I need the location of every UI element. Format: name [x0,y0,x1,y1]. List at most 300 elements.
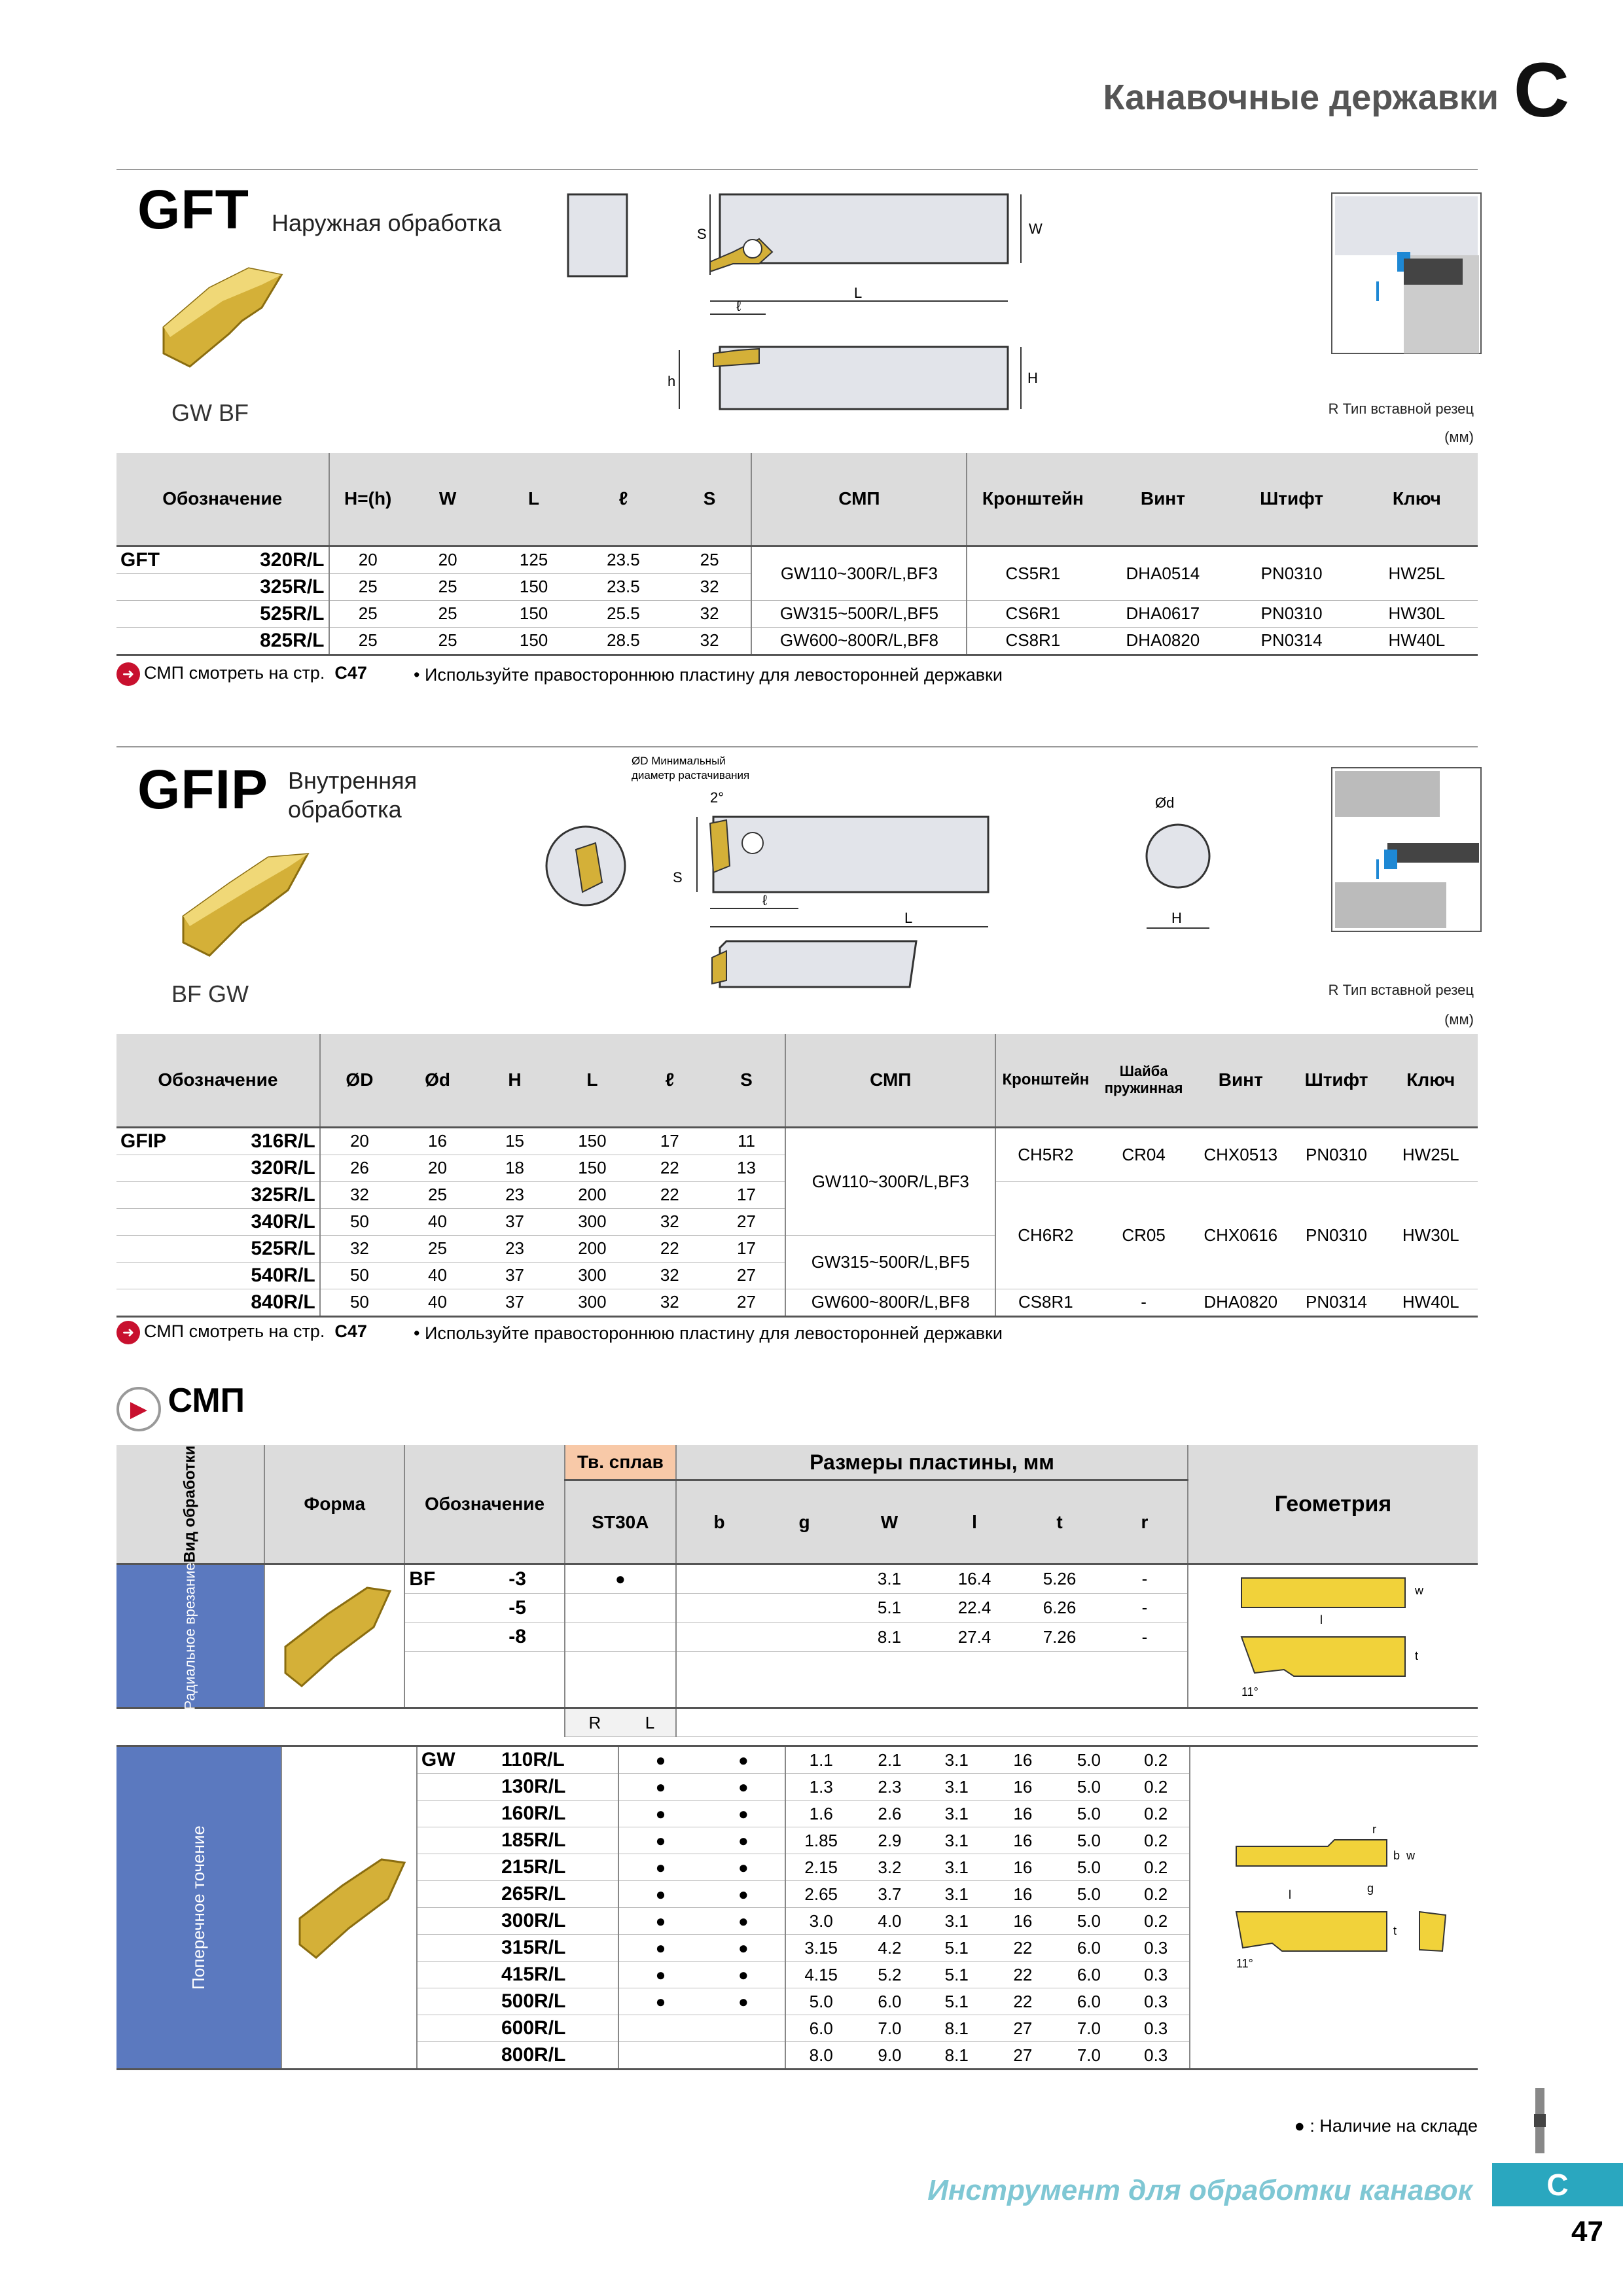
gw-head-R: R [565,1708,624,1737]
bf-cell-r: - [1102,1564,1188,1594]
gft-cell-pin: PN0310 [1227,546,1355,600]
gft-dim-w: W [1029,221,1043,237]
smp-head-mode: Вид обработки [181,1445,199,1563]
bf-cell-t: 6.26 [1017,1594,1102,1623]
gft-cell-smp: GW600~800R/L,BF8 [751,627,967,655]
gfip-cell-D: 26 [320,1155,399,1181]
gfip-cell-L: 150 [553,1127,632,1155]
gw-b: 6.0 [785,2015,856,2042]
gw-code-empty [417,1854,497,1881]
gw-g: 5.2 [856,1962,923,1988]
gw-t: 5.0 [1056,1746,1122,1774]
gft-cell-l: 23.5 [579,546,668,573]
gfip-dim-L: L [904,910,913,926]
bf-geo-t: t [1415,1649,1419,1662]
bf-stock: ● [565,1564,676,1594]
bf-geo-w: w [1415,1584,1423,1597]
section-letter: C [1513,47,1569,134]
gw-model: 300R/L [497,1908,618,1935]
gft-head-key: Ключ [1356,453,1478,546]
smp-head-g: g [762,1480,847,1564]
gw-b: 2.65 [785,1881,856,1908]
gfip-cell-l: 22 [632,1181,708,1208]
gft-cell-L: 150 [489,627,579,655]
gft-code: GFT [137,179,249,240]
smp-head-W: W [847,1480,932,1564]
gw-r: 0.3 [1122,1962,1190,1988]
gw-geo-l: l [1288,1888,1291,1901]
smp-head-sizes: Размеры пластины, мм [676,1445,1188,1480]
gfip-head-H: H [476,1034,553,1127]
smp-head-grade-code: ST30A [565,1480,676,1564]
gfip-rule [116,746,1478,747]
gft-code-cell: GFT [120,548,160,571]
gw-model: 130R/L [497,1774,618,1801]
gw-l: 22 [990,1988,1056,2015]
gw-t: 7.0 [1056,2015,1122,2042]
gw-t: 7.0 [1056,2042,1122,2070]
gfip-model: 540R/L [116,1262,320,1289]
gfip-cell-l: 17 [632,1127,708,1155]
gft-cell-L: 125 [489,546,579,573]
gw-R: ● [618,1881,702,1908]
gfip-model: 525R/L [116,1235,320,1262]
gw-model: 500R/L [497,1988,618,2015]
gw-g: 2.1 [856,1746,923,1774]
gw-spacer [676,1708,1478,1737]
gw-model: 160R/L [497,1801,618,1827]
gfip-cell-L: 150 [553,1155,632,1181]
gw-b: 3.15 [785,1935,856,1962]
smp-head-l: l [932,1480,1017,1564]
gw-b: 1.3 [785,1774,856,1801]
gw-code-empty [417,2042,497,2070]
gw-t: 6.0 [1056,1935,1122,1962]
gw-L: ● [702,1935,785,1962]
gw-b: 1.1 [785,1746,856,1774]
gfip-cell-D: 50 [320,1208,399,1235]
gw-t: 6.0 [1056,1988,1122,2015]
gfip-cell-pin: PN0310 [1289,1127,1384,1181]
gw-l: 16 [990,1908,1056,1935]
bf-form-cell [264,1564,404,1708]
gw-mode-cell [116,1746,281,2070]
smp-head-designation: Обозначение [404,1445,565,1564]
gw-R: ● [618,1988,702,2015]
gfip-head-designation: Обозначение [116,1034,320,1127]
gft-unit: (мм) [1444,429,1474,445]
gfip-cell-smp: GW110~300R/L,BF3 [785,1127,995,1235]
gw-r: 0.2 [1122,1908,1190,1935]
smp-head-grade: Тв. сплав [565,1445,676,1480]
gft-cell-screw: DHA0617 [1098,600,1227,627]
gw-t: 6.0 [1056,1962,1122,1988]
gw-mode: Поперечное точение [188,1825,208,1990]
gw-geo-b: b [1393,1849,1400,1862]
gfip-cell-L: 200 [553,1181,632,1208]
smp-head-geometry: Геометрия [1188,1445,1478,1564]
gw-l: 16 [990,1881,1056,1908]
gw-g: 4.2 [856,1935,923,1962]
gw-code-empty [417,1935,497,1962]
gfip-table [116,1034,1478,1318]
gfip-cell-screw: DHA0820 [1192,1289,1289,1316]
gw-l: 27 [990,2015,1056,2042]
gw-t: 5.0 [1056,1908,1122,1935]
bf-insert-image [276,1575,393,1693]
gw-b: 4.15 [785,1962,856,1988]
gft-head-l: ℓ [579,453,668,546]
gw-b: 8.0 [785,2042,856,2070]
gw-L: ● [702,1908,785,1935]
gft-cell-L: 150 [489,573,579,600]
gw-code-empty [417,1774,497,1801]
gft-note-page: C47 [334,663,367,683]
gfip-cell-L: 300 [553,1208,632,1235]
gft-cell-S: 32 [668,627,751,655]
gw-L [702,2015,785,2042]
gfip-note-see-text: СМП смотреть на стр. [144,1321,325,1342]
gft-cell-W: 25 [406,573,489,600]
gw-l: 27 [990,2042,1056,2070]
gfip-drawing [530,751,1237,1026]
bf-empty [404,1651,505,1708]
gfip-cell-l: 32 [632,1208,708,1235]
gfip-unit: (мм) [1444,1011,1474,1028]
gw-L: ● [702,1854,785,1881]
gw-head-L: L [624,1708,676,1737]
gfip-cell-d: 25 [399,1181,476,1208]
gw-W: 5.1 [923,1988,990,2015]
gft-model: 825R/L [116,627,329,655]
gw-L: ● [702,1881,785,1908]
gw-b: 2.15 [785,1854,856,1881]
bf-geometry-cell [1188,1564,1478,1708]
gft-note-use: • Используйте правостороннюю пластину для левосторонней державки [414,665,1003,685]
gfip-cell-d: 40 [399,1289,476,1316]
gfip-insert-label: BF GW [171,980,249,1007]
gw-L: ● [702,1801,785,1827]
gw-W: 3.1 [923,1801,990,1827]
gfip-cell-d: 16 [399,1127,476,1155]
bf-cell-t: 7.26 [1017,1623,1102,1651]
gfip-min-dia-2: диаметр растачивания [632,769,750,781]
gfip-code-cell: GFIP [120,1130,167,1152]
gfip-cell-S: 27 [708,1262,785,1289]
gw-geo-t: t [1393,1924,1397,1937]
smp-heading [116,1381,245,1431]
section-title: Канавочные державки [1103,78,1499,117]
smp-head-r: r [1102,1480,1188,1564]
bf-stock [565,1594,676,1623]
gw-r: 0.2 [1122,1881,1190,1908]
gft-row-model [116,546,329,573]
gfip-cell-smp: GW600~800R/L,BF8 [785,1289,995,1316]
gfip-model: 316R/L [251,1130,315,1152]
gfip-head-d: Ød [399,1034,476,1127]
gw-model: 185R/L [497,1827,618,1854]
gw-l: 22 [990,1962,1056,1988]
gfip-cell-smp: GW315~500R/L,BF5 [785,1235,995,1289]
gfip-cell-washer: - [1095,1289,1192,1316]
gw-R: ● [618,1746,702,1774]
gfip-cell-D: 20 [320,1127,399,1155]
gfip-row-model [116,1127,320,1155]
gw-t: 5.0 [1056,1774,1122,1801]
gw-t: 5.0 [1056,1801,1122,1827]
gfip-subtitle-2: обработка [288,796,402,823]
gw-W: 3.1 [923,1908,990,1935]
bf-cell-b [676,1564,762,1594]
bf-code-empty [404,1623,505,1651]
gft-cell-smp: GW315~500R/L,BF5 [751,600,967,627]
gfip-head-S: S [708,1034,785,1127]
bf-stock [565,1623,676,1651]
gw-l: 16 [990,1854,1056,1881]
gft-cell-smp: GW110~300R/L,BF3 [751,546,967,600]
gw-b: 3.0 [785,1908,856,1935]
gw-model: 415R/L [497,1962,618,1988]
gw-code-empty [417,1962,497,1988]
footer-title: Инструмент для обработки канавок [927,2174,1472,2206]
gfip-head-D: ØD [320,1034,399,1127]
bf-cell-t: 5.26 [1017,1564,1102,1594]
bf-cell-g [762,1623,847,1651]
smp-head-t: t [1017,1480,1102,1564]
gfip-cell-pin: PN0314 [1289,1289,1384,1316]
arrow-right-icon: ➜ [116,1321,140,1344]
gw-R: ● [618,1854,702,1881]
gft-subtitle: Наружная обработка [272,209,502,236]
gft-drawing [563,187,1217,429]
gfip-note-page: C47 [334,1321,367,1342]
gw-r: 0.2 [1122,1746,1190,1774]
gfip-cell-H: 37 [476,1262,553,1289]
gfip-usage-image [1329,764,1486,935]
gw-r: 0.3 [1122,1935,1190,1962]
smp-head-b: b [676,1480,762,1564]
gw-form-cell [281,1746,417,2070]
gw-R [618,2042,702,2070]
bf-cell-r: - [1102,1594,1188,1623]
gft-cell-l: 28.5 [579,627,668,655]
bf-cell-b [676,1623,762,1651]
gft-type-note: R Тип вставной резец [1328,401,1474,417]
gfip-cell-S: 17 [708,1181,785,1208]
gfip-cell-H: 23 [476,1181,553,1208]
gft-head-W: W [406,453,489,546]
bf-geo-l: l [1320,1613,1323,1626]
gw-L: ● [702,1774,785,1801]
gw-g: 9.0 [856,2042,923,2070]
gft-dim-L: L [854,285,863,301]
gw-g: 4.0 [856,1908,923,1935]
gfip-note-see[interactable] [116,1321,367,1344]
gft-head-screw: Винт [1098,453,1227,546]
gw-R: ● [618,1908,702,1935]
gfip-head-key: Ключ [1384,1034,1478,1127]
gfip-subtitle-1: Внутренняя [288,767,418,794]
gw-t: 5.0 [1056,1854,1122,1881]
gfip-model: 840R/L [116,1289,320,1316]
gfip-cell-washer: CR04 [1095,1127,1192,1181]
gfip-model: 320R/L [116,1155,320,1181]
gfip-head-bracket: Кронштейн [995,1034,1095,1127]
gw-L: ● [702,1988,785,2015]
gfip-cell-washer: CR05 [1095,1181,1192,1289]
arrow-right-icon: ➜ [116,662,140,686]
gw-g: 2.6 [856,1801,923,1827]
gft-model: 320R/L [260,548,325,571]
gw-L: ● [702,1962,785,1988]
gfip-head-L: L [553,1034,632,1127]
gfip-cell-screw: CHX0513 [1192,1127,1289,1181]
gft-head-bracket: Кронштейн [967,453,1098,546]
gw-insert-image [290,1846,408,1964]
gfip-cell-key: HW40L [1384,1289,1478,1316]
gw-code-empty [417,2015,497,2042]
bf-geometry-drawing [1202,1565,1464,1702]
bf-model: -3 [505,1564,565,1594]
gft-cell-l: 23.5 [579,573,668,600]
gw-geo-angle: 11° [1236,1957,1253,1970]
gw-W: 8.1 [923,2015,990,2042]
gfip-cell-d: 25 [399,1235,476,1262]
gfip-type-note: R Тип вставной резец [1328,982,1474,998]
gft-cell-screw: DHA0820 [1098,627,1227,655]
gfip-cell-screw: CHX0616 [1192,1181,1289,1289]
gw-code-empty [417,1988,497,2015]
gw-R: ● [618,1801,702,1827]
gft-cell-key: HW40L [1356,627,1478,655]
gfip-cell-l: 32 [632,1262,708,1289]
gfip-cell-D: 32 [320,1235,399,1262]
bf-cell-l: 16.4 [932,1564,1017,1594]
gw-table [116,1745,1478,2070]
gfip-cell-D: 50 [320,1262,399,1289]
gw-g: 6.0 [856,1988,923,2015]
gfip-min-dia-1: ØD Минимальный [632,755,726,767]
gft-cell-key: HW25L [1356,546,1478,600]
gft-head-L: L [489,453,579,546]
bf-mode: Радиальное врезание [181,1562,198,1710]
gft-dim-l: ℓ [736,298,741,314]
gw-l: 16 [990,1746,1056,1774]
gw-t: 5.0 [1056,1827,1122,1854]
bf-cell-g [762,1564,847,1594]
gft-cell-W: 25 [406,627,489,655]
smp-title: СМП [168,1382,245,1420]
gft-model: 325R/L [116,573,329,600]
gfip-dim-d: Ød [1155,795,1175,811]
gfip-dim-l: ℓ [762,892,768,908]
bf-cell-l: 27.4 [932,1623,1017,1651]
gfip-head-l: ℓ [632,1034,708,1127]
gfip-cell-H: 18 [476,1155,553,1181]
gfip-head-washer: Шайба пружинная [1095,1034,1192,1127]
gfip-head-pin: Штифт [1289,1034,1384,1127]
gw-model: 600R/L [497,2015,618,2042]
gft-insert-label: GW BF [171,399,249,426]
gw-R: ● [618,1827,702,1854]
gw-geo-w: w [1406,1849,1415,1862]
gw-r: 0.2 [1122,1827,1190,1854]
gfip-dim-H: H [1171,910,1182,926]
gw-g: 3.7 [856,1881,923,1908]
gw-geo-r: r [1372,1823,1376,1836]
gfip-cell-S: 11 [708,1127,785,1155]
gfip-cell-S: 27 [708,1208,785,1235]
gft-dim-h: h [668,373,676,389]
bf-cell-b [676,1594,762,1623]
gw-W: 3.1 [923,1854,990,1881]
gw-R: ● [618,1962,702,1988]
gw-l: 16 [990,1801,1056,1827]
gfip-cell-L: 300 [553,1262,632,1289]
gft-table [116,453,1478,656]
gw-b: 1.6 [785,1801,856,1827]
gw-l: 16 [990,1827,1056,1854]
gw-geometry-cell [1190,1746,1478,2070]
gw-l: 16 [990,1774,1056,1801]
gw-L: ● [702,1746,785,1774]
gfip-cell-bracket: CH5R2 [995,1127,1095,1181]
gft-head-H: H=(h) [329,453,406,546]
gft-note-see-text: СМП смотреть на стр. [144,663,325,683]
gfip-cell-key: HW30L [1384,1181,1478,1289]
gfip-cell-l: 32 [632,1289,708,1316]
bf-cell-W: 8.1 [847,1623,932,1651]
gfip-cell-bracket: CH6R2 [995,1181,1095,1289]
gw-R: ● [618,1774,702,1801]
gfip-code: GFIP [137,759,269,820]
gw-spacer [116,1708,565,1737]
gfip-cell-H: 23 [476,1235,553,1262]
gft-cell-pin: PN0314 [1227,627,1355,655]
gw-code: GW [417,1746,497,1774]
gw-L: ● [702,1827,785,1854]
gft-cell-W: 25 [406,600,489,627]
gfip-cell-bracket: CS8R1 [995,1289,1095,1316]
gfip-model: 325R/L [116,1181,320,1208]
gw-code-empty [417,1881,497,1908]
gw-code-empty [417,1908,497,1935]
gfip-insert-image [170,831,321,975]
gfip-cell-d: 20 [399,1155,476,1181]
gfip-angle: 2° [710,789,724,806]
gfip-cell-H: 15 [476,1127,553,1155]
bf-geo-angle: 11° [1241,1685,1258,1698]
gft-cell-bracket: CS6R1 [967,600,1098,627]
gft-note-see[interactable] [116,662,367,686]
gfip-cell-L: 300 [553,1289,632,1316]
gw-R: ● [618,1935,702,1962]
bf-code: BF [404,1564,505,1594]
bf-cell-W: 5.1 [847,1594,932,1623]
tool-icon [1530,2088,1550,2160]
gfip-cell-S: 17 [708,1235,785,1262]
gft-cell-S: 25 [668,546,751,573]
gw-t: 5.0 [1056,1881,1122,1908]
gw-b: 5.0 [785,1988,856,2015]
gfip-head-screw: Винт [1192,1034,1289,1127]
gw-model: 215R/L [497,1854,618,1881]
gft-cell-screw: DHA0514 [1098,546,1227,600]
gfip-cell-D: 32 [320,1181,399,1208]
gft-insert-image [151,249,294,380]
stock-legend: ● : Наличие на складе [1294,2116,1478,2136]
gw-W: 5.1 [923,1962,990,1988]
